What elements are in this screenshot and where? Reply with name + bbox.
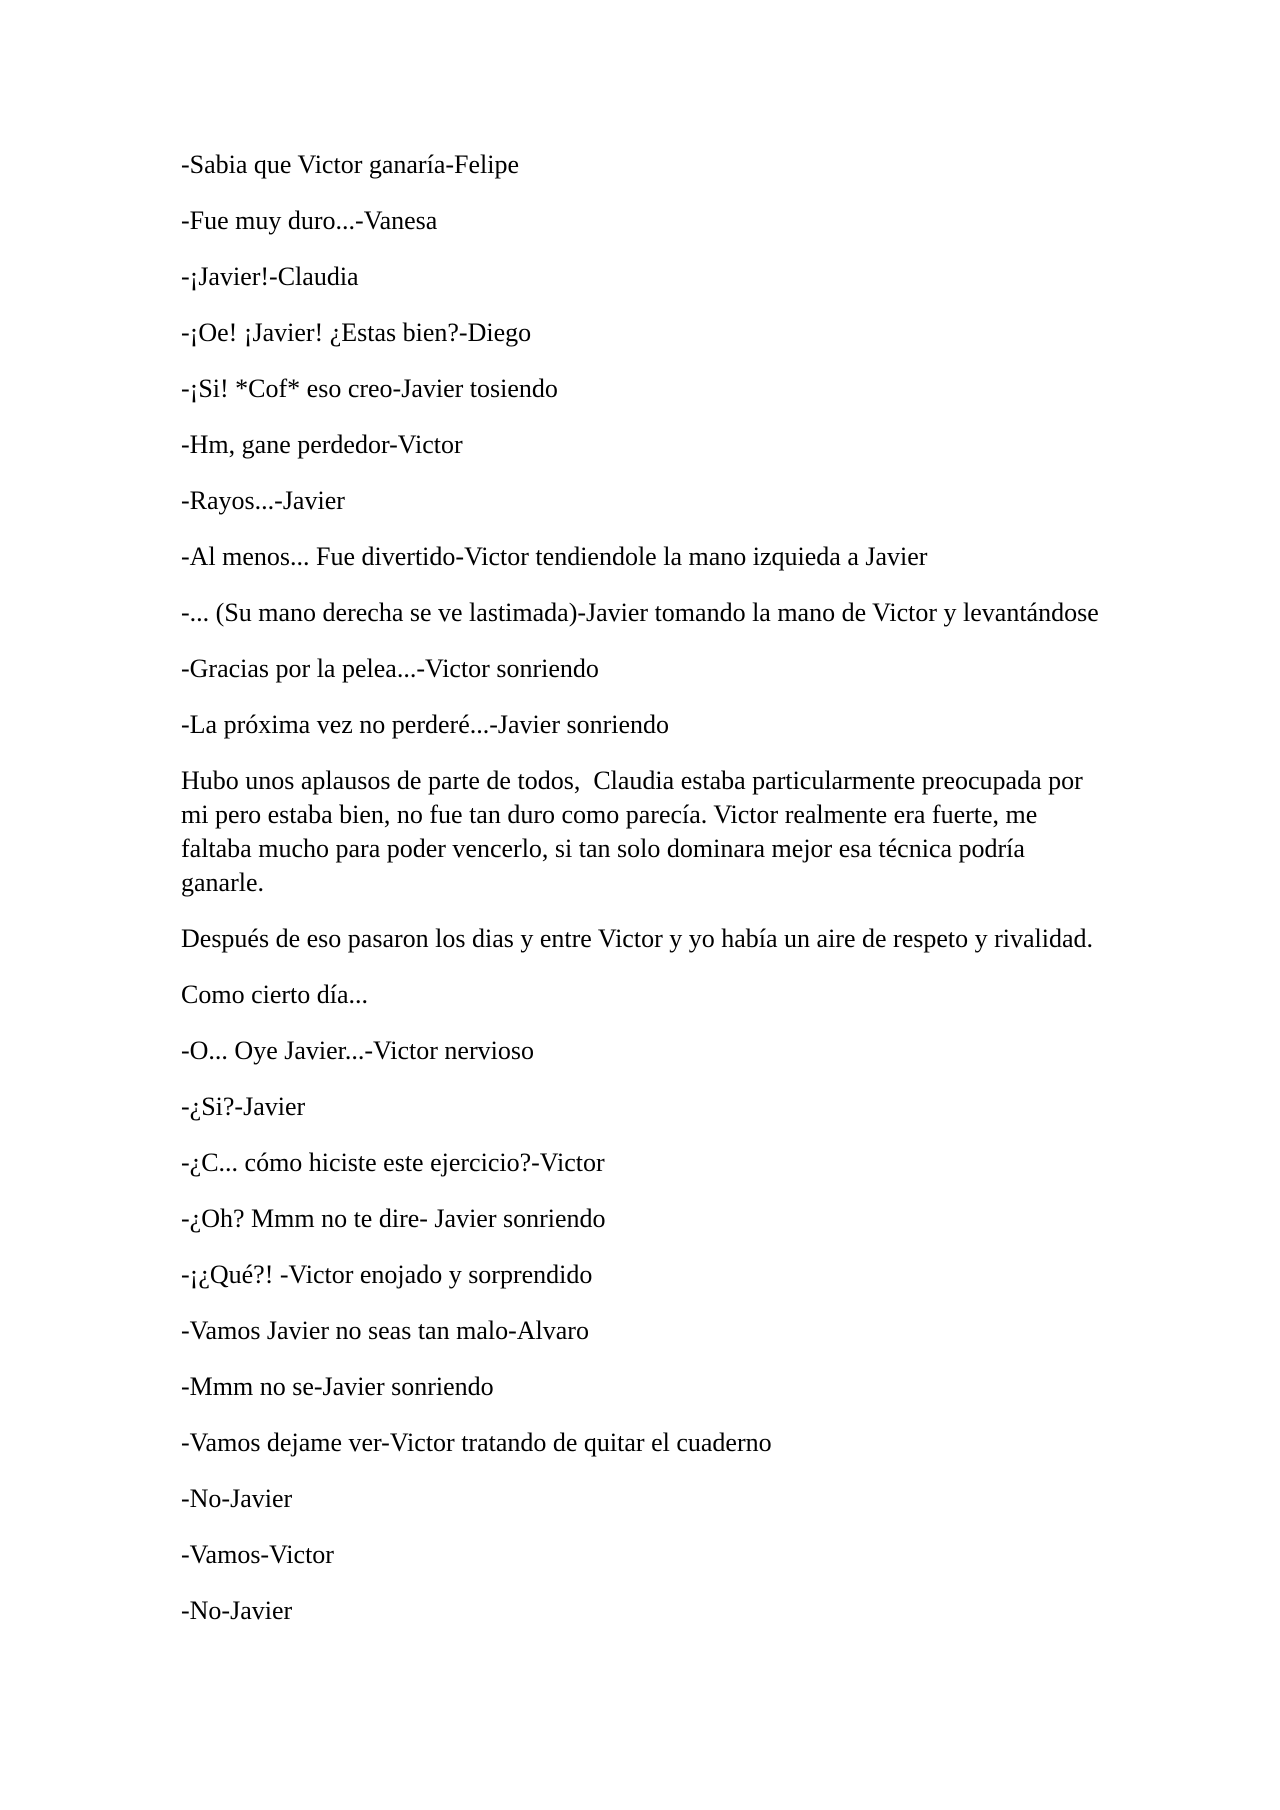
dialogue-line: -Gracias por la pelea...-Victor sonriendo (181, 654, 599, 683)
narration-paragraph: Como cierto día... (181, 980, 369, 1009)
dialogue-line: -¿Si?-Javier (181, 1092, 306, 1121)
page-content (181, 148, 1099, 1650)
narration-paragraph: Hubo unos aplausos de parte de todos, Claudia estaba particularmente preocupada por mi pero estaba bien, no fue tan duro como parecía. Victor realmente era fuerte, me faltaba mucho para poder vencerlo, si tan solo dominara mejor esa técnica podría ganarle. (181, 766, 1090, 897)
dialogue-line: -La próxima vez no perderé...-Javier sonriendo (181, 710, 670, 739)
dialogue-line: -Sabia que Victor ganaría-Felipe (181, 150, 519, 179)
dialogue-line: -¡Javier!-Claudia (181, 262, 359, 291)
narration-paragraph: Después de eso pasaron los dias y entre Victor y yo había un aire de respeto y rivalidad. (181, 924, 1094, 953)
dialogue-line: -¡¿Qué?! -Victor enojado y sorprendido (181, 1260, 593, 1289)
dialogue-line: -¡Si! *Cof* eso creo-Javier tosiendo (181, 374, 558, 403)
dialogue-line: -Al menos... Fue divertido-Victor tendiendole la mano izquieda a Javier (181, 542, 928, 571)
dialogue-line: -Vamos-Victor (181, 1540, 334, 1569)
dialogue-line: -No-Javier (181, 1484, 293, 1513)
dialogue-line: -Vamos Javier no seas tan malo-Alvaro (181, 1316, 589, 1345)
dialogue-line: -O... Oye Javier...-Victor nervioso (181, 1036, 534, 1065)
dialogue-line: -Rayos...-Javier (181, 486, 345, 515)
dialogue-line: -... (Su mano derecha se ve lastimada)-Javier tomando la mano de Victor y levantándose (181, 598, 1099, 627)
dialogue-line: -No-Javier (181, 1596, 293, 1625)
dialogue-line: -¿C... cómo hiciste este ejercicio?-Victor (181, 1148, 605, 1177)
dialogue-line: -¿Oh? Mmm no te dire- Javier sonriendo (181, 1204, 606, 1233)
dialogue-line: -Mmm no se-Javier sonriendo (181, 1372, 494, 1401)
dialogue-line: -Fue muy duro...-Vanesa (181, 206, 438, 235)
dialogue-line: -Hm, gane perdedor-Victor (181, 430, 463, 459)
dialogue-line: -Vamos dejame ver-Victor tratando de quitar el cuaderno (181, 1428, 772, 1457)
dialogue-line: -¡Oe! ¡Javier! ¿Estas bien?-Diego (181, 318, 532, 347)
